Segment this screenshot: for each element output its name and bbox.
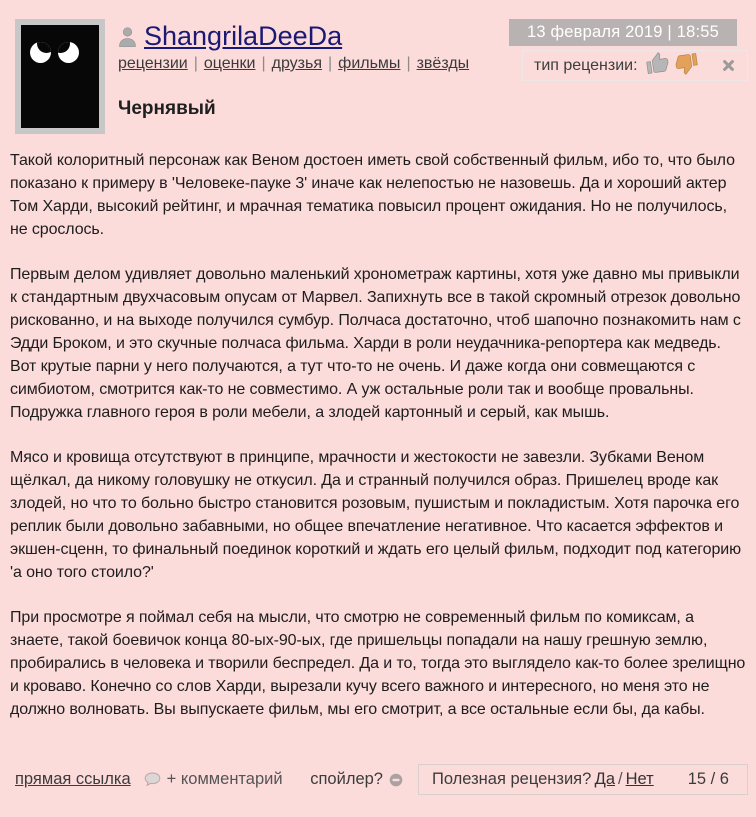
vote-links xyxy=(595,770,654,789)
vote-count: 15 / 6 xyxy=(687,770,729,788)
review-header xyxy=(8,19,748,134)
review-footer xyxy=(8,764,748,795)
header-right-column xyxy=(509,19,748,81)
nav-separator: | xyxy=(328,55,333,73)
spoiler-group xyxy=(310,770,403,789)
review-title: Чернявый xyxy=(118,98,216,120)
nav-link-friends[interactable]: друзья xyxy=(271,55,322,73)
review-type-label: тип рецензии: xyxy=(534,56,638,74)
user-row xyxy=(118,21,509,52)
nav-link-ratings[interactable]: оценки xyxy=(203,55,256,73)
nav-separator: | xyxy=(406,55,411,73)
user-icon xyxy=(118,26,137,47)
vote-no-link[interactable]: Нет xyxy=(625,770,654,788)
avatar[interactable] xyxy=(15,19,105,134)
comment-bubble-icon xyxy=(144,772,161,787)
add-comment-label: + комментарий xyxy=(166,770,283,788)
thumb-down-icon[interactable] xyxy=(675,52,698,80)
avatar-eye-left xyxy=(30,42,51,63)
username-link[interactable]: ShangrilaDeeDa xyxy=(144,21,343,51)
close-icon[interactable] xyxy=(723,60,734,71)
review-text xyxy=(10,149,746,761)
spoiler-label: спойлер? xyxy=(310,770,383,788)
direct-link[interactable]: прямая ссылка xyxy=(15,770,131,788)
useful-review-box xyxy=(418,764,748,795)
useful-review-label: Полезная рецензия? xyxy=(432,770,592,788)
nav-link-reviews[interactable]: рецензии xyxy=(118,55,188,73)
review-type-box xyxy=(522,50,748,81)
review-paragraph: При просмотре я поймал себя на мысли, что смотрю не современный фильм по комиксам, а знаете, такой боевичок конца 80-ых-90-ых, где пришельцы попадали на нашу грешную землю, пробирались в человека и творили беспредел. Да и то, тогда это выглядело как-то более зрелищно и кроваво. Конечно со слов Харди, вырезали кучу всего важного и интересного, но меня это не должно волновать. Вы выпускаете фильм, мы его смотрит, а все остальные если бы, да кабы. xyxy=(10,609,746,718)
add-comment-button[interactable] xyxy=(144,770,283,789)
spoiler-minus-icon[interactable] xyxy=(389,773,403,787)
thumb-up-icon[interactable] xyxy=(646,52,669,80)
nav-separator: | xyxy=(261,55,266,73)
nav-link-stars[interactable]: звёзды xyxy=(416,55,470,73)
vote-yes-link[interactable]: Да xyxy=(594,770,615,788)
review-paragraph: Такой колоритный персонаж как Веном достоен иметь свой собственный фильм, ибо то, что было показано к примеру в 'Человеке-пауке 3' иначе как нелепостью не назовешь. Да и хороший актер Том Харди, высокий рейтинг, и мрачная тематика повысил процент ожидания. Но не получилось, не срослось. xyxy=(10,152,735,238)
date-badge: 13 февраля 2019 | 18:55 xyxy=(509,19,737,46)
user-column xyxy=(118,19,509,120)
review-paragraph: Первым делом удивляет довольно маленький хронометраж картины, хотя уже давно мы привыкли к стандартным двухчасовым опусам от Марвел. Запихнуть все в такой скромный отрезок довольно рискованно, и на выходе получился сумбур. Полчаса достаточно, чтоб шапочно познакомить нам с Эдди Броком, и это скучные полчаса фильма. Харди в роли неудачника-репортера как медведь. Вот крутые парни у него получаются, а тут что-то не очень. И даже когда они совмещаются с симбиотом, смотрится как-то не совместимо. А уж остальные роли так и вообще провальны. Подружка главного героя в роли мебели, а злодей картонный и серый, как мышь. xyxy=(10,266,741,421)
nav-separator: | xyxy=(193,55,198,73)
avatar-eye-right xyxy=(58,42,79,63)
review-paragraph: Мясо и кровища отсутствуют в принципе, мрачности и жестокости не завезли. Зубками Веном щёлкал, да никому головушку не откусил. Да и странный получился образ. Пришелец вроде как злодей, но что то больно быстро становится розовым, пушистым и покладистым. Хотя парочка его реплик были довольно забавными, но общее впечатление негативное. Что касается эффектов и экшен-сценн, то финальный поединок короткий и ждать его целый фильм, подходит под категорию 'а оно того стоило?' xyxy=(10,449,742,581)
user-nav xyxy=(118,55,509,73)
vote-separator: / xyxy=(618,770,623,788)
nav-link-films[interactable]: фильмы xyxy=(338,55,401,73)
